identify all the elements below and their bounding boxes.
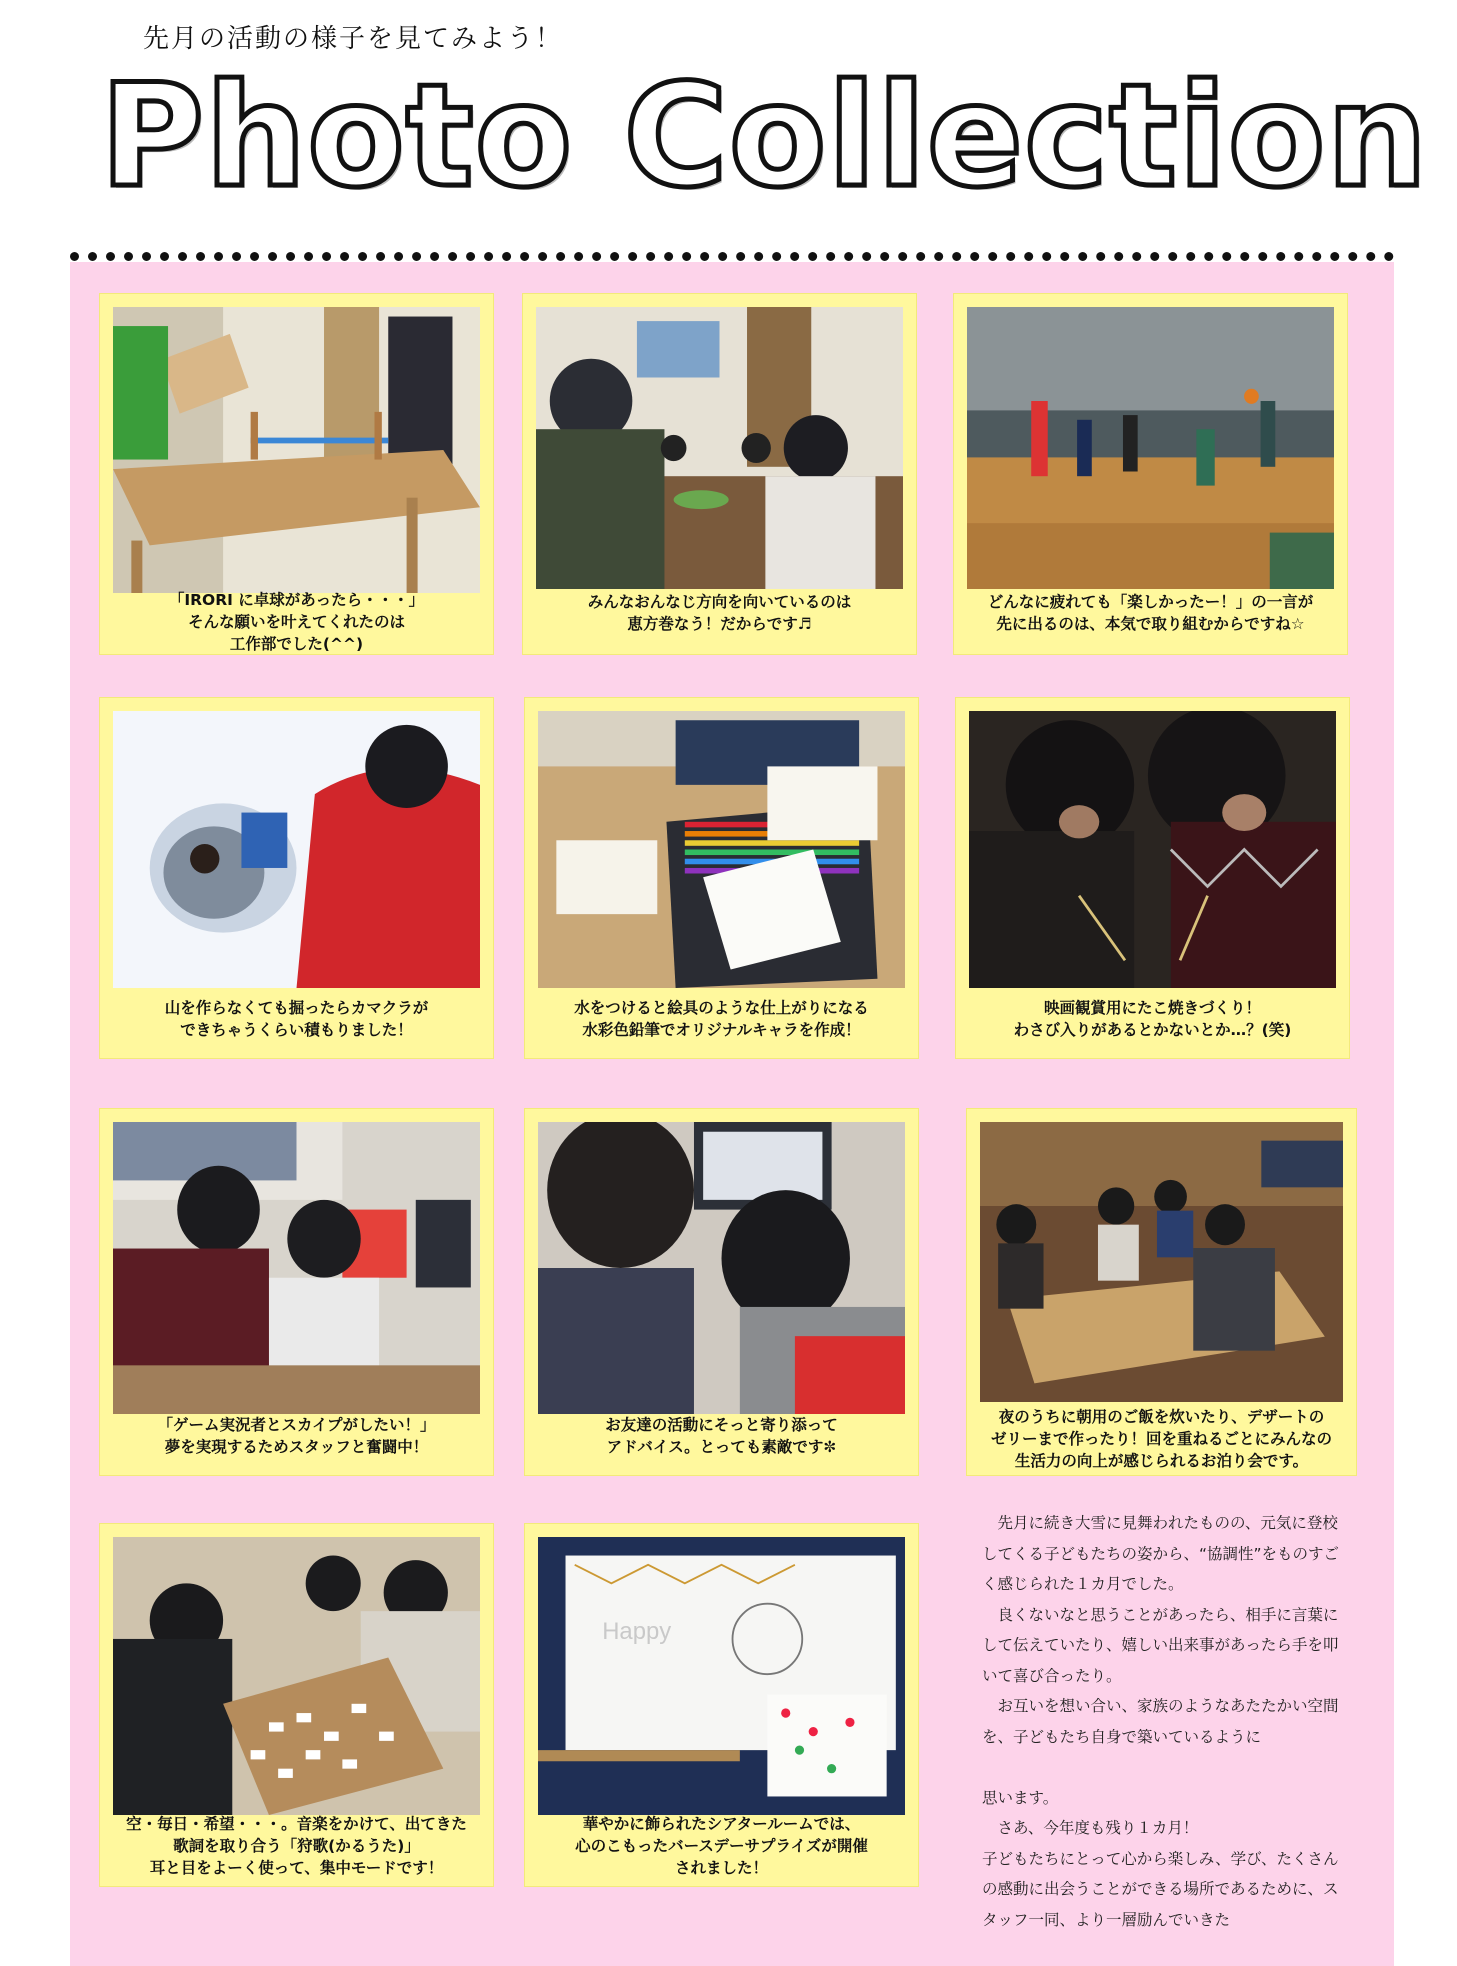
dotted-divider [70,252,1394,261]
photo-card [955,697,1350,1059]
photo-card [99,1108,494,1476]
photo-card [524,697,919,1059]
photo-card [524,1108,919,1476]
photo-takoyaki [969,711,1336,988]
photo-ehomaki [536,307,903,589]
photo-caption: 夜のうちに朝用のご飯を炊いたり、デザートの ゼリーまで作ったり！回を重ねるごとにみんなの 生活力の向上が感じられるお泊り会です。 [990,1408,1332,1470]
photo-card [524,1523,919,1887]
photo-caption: どんなに疲れても「楽しかったー！」の一言が 先に出るのは、本気で取り組むからですね☆ [987,593,1314,633]
photo-caption: 「ゲーム実況者とスカイプがしたい！」 夢を実現するためスタッフと奮闘中！ [157,1416,436,1456]
page-subtitle: 先月の活動の様子を見てみよう！ [143,24,564,54]
photo-caption: 水をつけると絵具のような仕上がりになる 水彩色鉛筆でオリジナルキャラを作成！ [574,999,869,1039]
photo-card [953,293,1348,655]
photo-game-skype [113,1122,480,1414]
photo-sleepover [980,1122,1343,1402]
photo-card [99,1523,494,1887]
article-text: 先月に続き大雪に見舞われたものの、元気に登校してくる子どもたちの姿から、“協調性”をものすごく感じられた１カ月でした。 良くないなと思うことがあったら、相手に言葉にして伝えていたり、嬉しい出来事があったら手を叩いて喜び合ったり。 お互いを想い合い、家族のようなあたたかい空間を、子どもたち自身で築いているように 思います。 さあ、今年度も残り１カ月！ 子どもたちにとって心から楽しみ、学び、たくさんの感動に出会うことができる場所であるために、スタッフ一同、より一層励んでいきた [982,1514,1340,1929]
photo-card [99,293,494,655]
photo-caption: 映画観賞用にたこ焼きづくり！ わさび入りがあるとかないとか…？(笑) [1013,999,1292,1039]
photo-caption: みんなおんなじ方向を向いているのは 恵方巻なう！だからです♬ [587,593,852,633]
photo-advice [538,1122,905,1414]
photo-card [522,293,917,655]
photo-caption: 「IRORI に卓球があったら・・・」 そんな願いを叶えてくれたのは 工作部でした(^^) [168,591,425,653]
photo-watercolor-pencils [538,711,905,988]
photo-caption: 華やかに飾られたシアタールームでは、 心のこもったバースデーサプライズが開催 されました！ [575,1815,868,1877]
photo-kamakura [113,711,480,988]
photo-caption: お友達の活動にそっと寄り添って アドバイス。とっても素敵です✼ [605,1416,838,1456]
photo-card [99,697,494,1059]
photo-birthday [538,1537,905,1815]
page-title: Photo Collection [100,54,1429,219]
svg-text:Happy: Happy [602,1617,672,1645]
photo-basketball [967,307,1334,589]
photo-card [966,1108,1357,1476]
photo-karuta [113,1537,480,1815]
photo-table-tennis [113,307,480,593]
photo-caption: 空・毎日・希望・・・。音楽をかけて、出てきた 歌詞を取り合う「狩歌(かるうた)」 耳と目をよーく使って、集中モードです！ [126,1815,467,1877]
photo-caption: 山を作らなくても掘ったらカマクラが できちゃうくらい積もりました！ [164,999,429,1039]
